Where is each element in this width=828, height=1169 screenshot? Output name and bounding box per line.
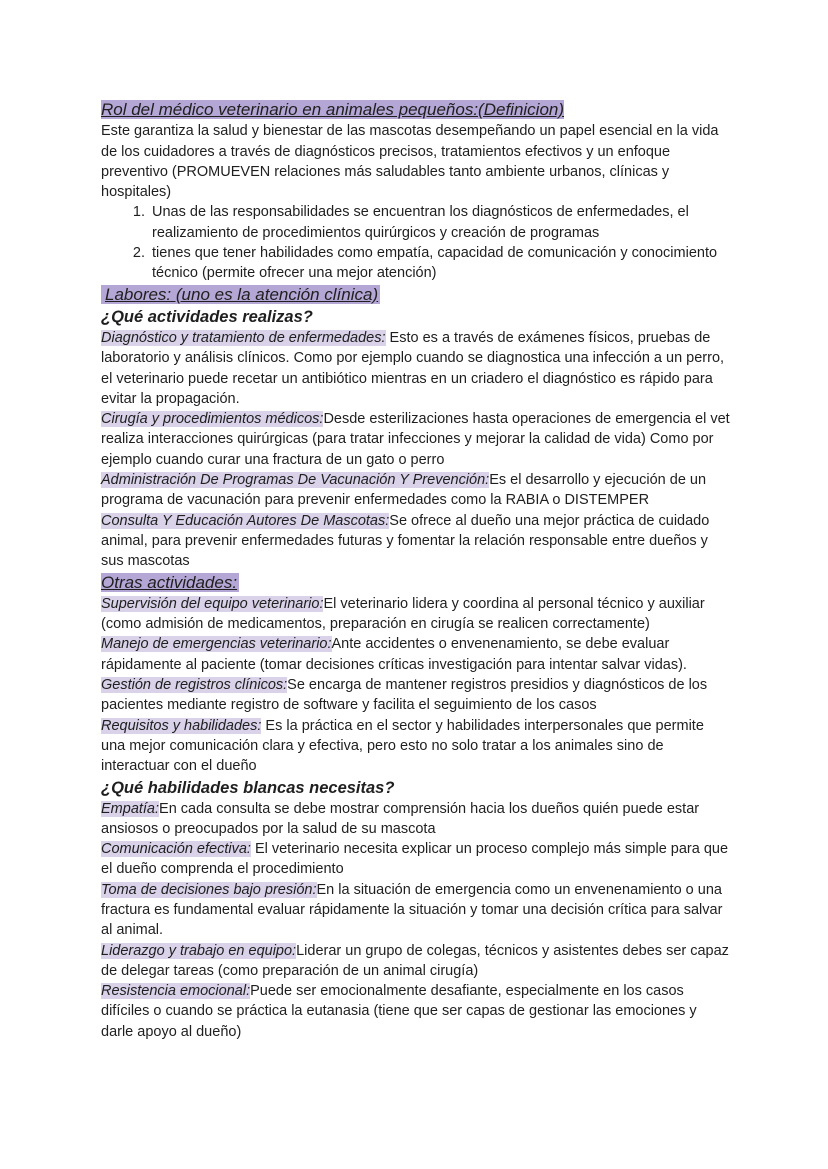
activity-text: Desde esterilizaciones hasta operaciones de emergencia el vet realiza interacciones quirúrgicas (para tratar infecciones y mejorar la calidad de vida) Como por ejemplo cuando curar una fractura de un gato o perro: [101, 411, 730, 468]
activity-paragraph: [101, 409, 731, 470]
habilidades-question: ¿Qué habilidades blancas necesitas?: [101, 778, 395, 797]
skill-term: Comunicación efectiva:: [101, 841, 251, 858]
skill-text: El veterinario necesita explicar un proceso complejo más simple para que el dueño comprenda el procedimiento: [101, 841, 729, 878]
activity-text: Se ofrece al dueño una mejor práctica de cuidado animal, para prevenir enfermedades futuras y fomentar la relación responsable entre dueños y sus mascotas: [101, 512, 710, 570]
skill-term: Liderazgo y trabajo en equipo:: [101, 942, 297, 959]
activity-term: Administración De Programas De Vacunación Y Prevención:: [101, 472, 490, 489]
activity-term: Diagnóstico y tratamiento de enfermedades:: [101, 329, 386, 346]
activity-text: Esto es a través de exámenes físicos, pruebas de laboratorio y análisis clínicos. Como por ejemplo cuando se diagnostica una infección a un perro, el veterinario puede recetar un antibiótico mientras en un criadero el diagnóstico es rápido para evitar la propagación.: [101, 329, 725, 407]
other-activity-term: Gestión de registros clínicos:: [101, 677, 288, 694]
main-heading: Rol del médico veterinario en animales pequeños:(Definicion): [101, 100, 565, 119]
skill-text: Puede ser emocionalmente desafiante, especialmente en los casos difíciles o cuando se práctica la eutanasia (tiene que ser capas de gestionar las emociones y darle apoyo al dueño): [101, 983, 697, 1040]
other-activity-paragraph: [101, 634, 731, 675]
skill-paragraph: [101, 839, 731, 880]
other-activity-term: Supervisión del equipo veterinario:: [101, 595, 324, 612]
other-activity-text: Ante accidentes o envenenamiento, se debe evaluar rápidamente al paciente (tomar decisiones críticas investigación para intentar salvar vidas).: [101, 636, 687, 673]
activity-term: Consulta Y Educación Autores De Mascotas:: [101, 512, 390, 529]
skill-text: En la situación de emergencia como un envenenamiento o una fractura es fundamental evaluar rápidamente la situación y tomar una decisión crítica para salvar al animal.: [101, 881, 723, 939]
list-item: 1. Unas de las responsabilidades se encuentran los diagnósticos de enfermedades, el realizamiento de procedimientos quirúrgicos y creación de programas: [149, 202, 731, 243]
actividades-question: ¿Qué actividades realizas?: [101, 307, 313, 326]
other-activity-term: Manejo de emergencias veterinario:: [101, 636, 332, 653]
skill-paragraph: [101, 981, 731, 1042]
skill-paragraph: [101, 880, 731, 941]
skill-term: Resistencia emocional:: [101, 983, 251, 1000]
document-page: [101, 98, 731, 1042]
skill-term: Empatía:: [101, 800, 160, 817]
other-activity-text: El veterinario lidera y coordina al personal técnico y auxiliar (como admisión de medicamentos, preparación en cirugía se realicen correctamente): [101, 595, 705, 633]
skill-text: Liderar un grupo de colegas, técnicos y asistentes debes ser capaz de delegar tareas (como preparación de un animal cirugía): [101, 942, 729, 979]
list-item: 2. tienes que tener habilidades como empatía, capacidad de comunicación y conocimiento técnico (permite ofrecer una mejor atención): [149, 243, 731, 284]
activity-paragraph: [101, 511, 731, 572]
activity-paragraph: [101, 328, 731, 409]
skill-text: En cada consulta se debe mostrar comprensión hacia los dueños quién puede estar ansiosos o preocupados por la salud de su mascota: [101, 800, 700, 837]
otras-heading: Otras actividades:: [101, 572, 238, 592]
skill-paragraph: [101, 799, 731, 840]
other-activity-paragraph: [101, 675, 731, 716]
skill-term: Toma de decisiones bajo presión:: [101, 881, 317, 898]
activity-text: Es el desarrollo y ejecución de un programa de vacunación para prevenir enfermedades como la RABIA o DISTEMPER: [101, 472, 707, 509]
other-activity-text: Es la práctica en el sector y habilidades interpersonales que permite una mejor comunicación clara y efectiva, pero esto no solo tratar a los animales sino de interactuar con el dueño: [101, 717, 704, 775]
other-activity-term: Requisitos y habilidades:: [101, 717, 262, 734]
labores-heading: Labores: (uno es la atención clínica): [101, 285, 380, 304]
responsibility-list: [101, 202, 731, 283]
activity-term: Cirugía y procedimientos médicos:: [101, 411, 324, 428]
other-activity-paragraph: [101, 594, 731, 635]
other-activity-text: Se encarga de mantener registros presidios y diagnósticos de los pacientes mediante registro de software y facilita el seguimiento de los casos: [101, 677, 708, 714]
intro-paragraph: Este garantiza la salud y bienestar de las mascotas desempeñando un papel esencial en la vida de los cuidadores a través de diagnósticos precisos, tratamientos efectivos y un enfoque preventivo (PROMUEVEN relaciones más saludables tanto ambiente urbanos, clínicas y hospitales): [101, 123, 719, 201]
other-activity-paragraph: [101, 716, 731, 777]
skill-paragraph: [101, 941, 731, 982]
activity-paragraph: [101, 470, 731, 511]
